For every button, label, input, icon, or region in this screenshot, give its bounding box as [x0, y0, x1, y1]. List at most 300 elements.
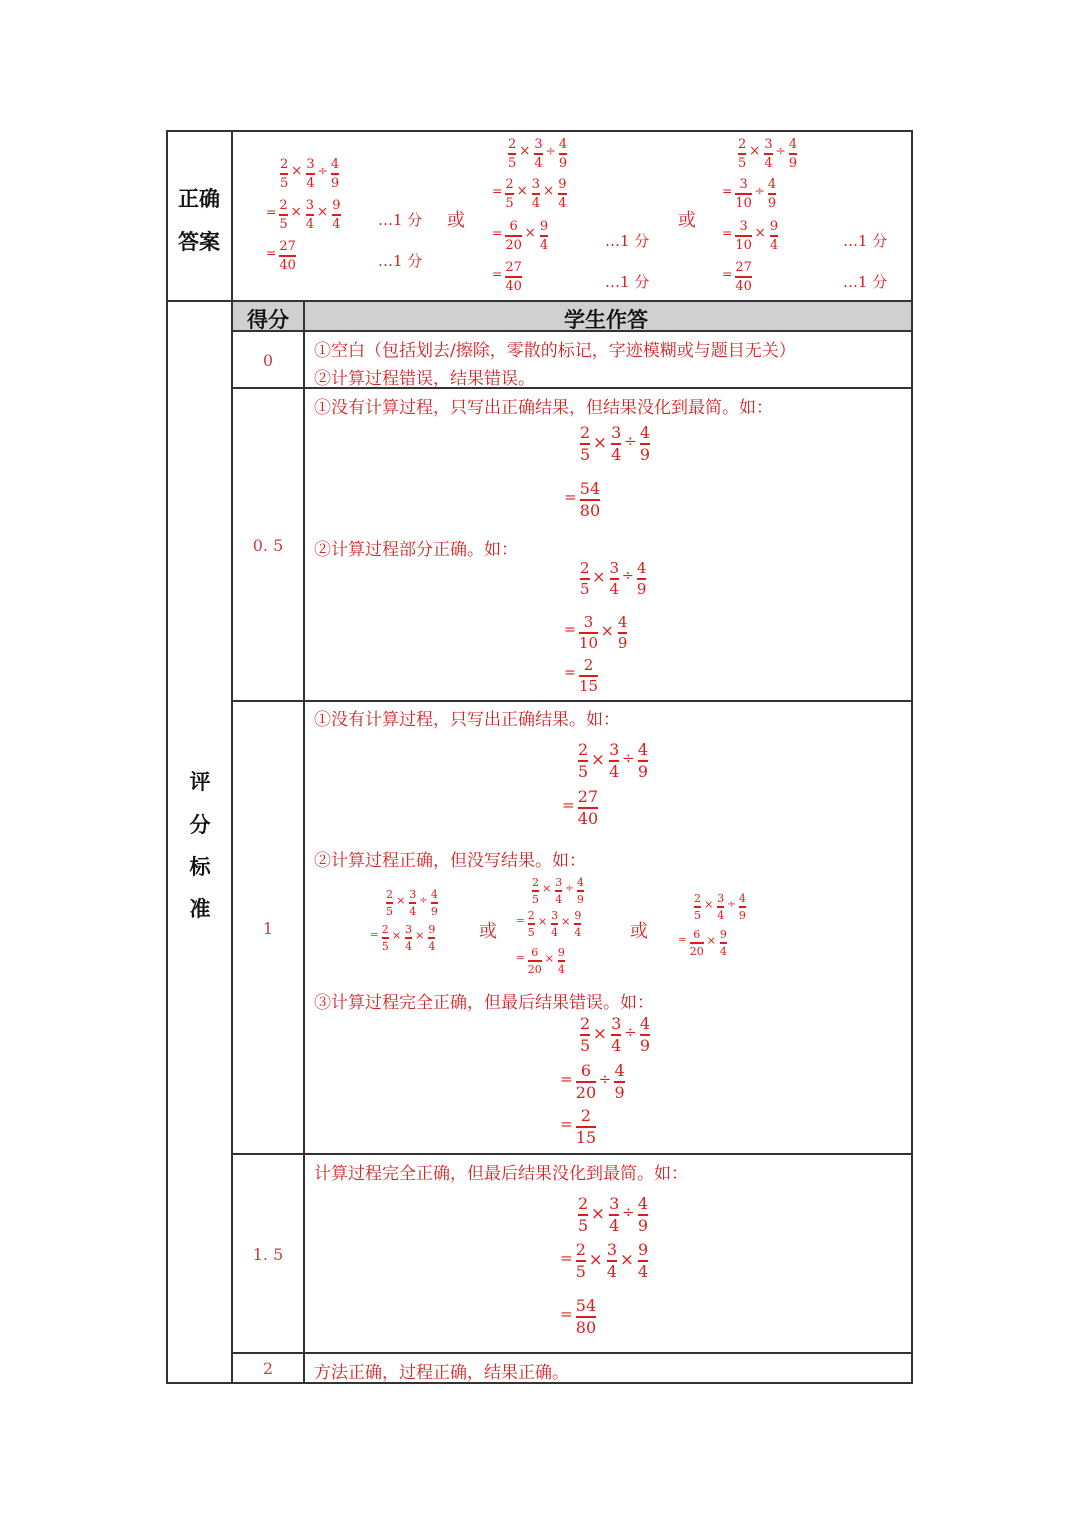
fraction-54-over-80	[580, 481, 600, 519]
denominator: 4	[609, 761, 620, 781]
numerator: 9	[557, 946, 565, 959]
denominator: 9	[639, 444, 651, 464]
numerator: 3	[717, 892, 725, 905]
fraction-9-over-4	[638, 1242, 648, 1280]
equals-sign: =	[722, 184, 733, 199]
fraction-4-over-9	[640, 425, 650, 463]
denominator: 40	[279, 257, 296, 273]
fraction-bar	[386, 902, 393, 904]
criteria-label-char-2: 分	[189, 813, 211, 837]
numerator: 27	[505, 260, 522, 275]
divide-sign: ÷	[624, 431, 637, 450]
fraction-bar	[764, 153, 772, 155]
numerator: 3	[609, 559, 620, 577]
fraction-6-over-20	[576, 1063, 596, 1101]
numerator: 3	[606, 1240, 618, 1259]
times-sign: ×	[592, 431, 607, 452]
numerator: 3	[583, 613, 594, 631]
divide-sign: ÷	[565, 882, 574, 895]
fraction-3-over-4	[405, 924, 412, 952]
numerator: 9	[638, 1240, 649, 1259]
score-0: 0	[262, 351, 274, 370]
table-border-left	[166, 130, 168, 1384]
fraction-bar	[577, 890, 584, 892]
equals-sign: =	[492, 226, 503, 241]
numerator: 3	[609, 1194, 620, 1213]
fraction-3-over-4	[551, 910, 558, 938]
denominator: 9	[639, 1035, 651, 1055]
denominator: 5	[381, 939, 389, 953]
times-sign: ×	[703, 897, 714, 912]
equals-sign: =	[678, 934, 687, 947]
denominator: 9	[637, 1215, 649, 1235]
times-sign: ×	[754, 225, 766, 242]
fraction-54-over-80	[576, 1298, 596, 1336]
numerator: 4	[637, 740, 649, 759]
or-label-answer-1: 或	[447, 210, 465, 231]
numerator: 4	[639, 1014, 651, 1033]
fraction-2-over-5	[280, 158, 288, 190]
numerator: 4	[617, 613, 628, 631]
numerator: 3	[739, 177, 748, 192]
divide-sign: ÷	[754, 184, 765, 199]
denominator: 20	[527, 962, 542, 976]
point-a3-step3: …1 分	[843, 232, 888, 250]
fraction-9-over-4	[558, 178, 566, 210]
numerator: 4	[614, 1061, 625, 1080]
denominator: 5	[575, 1261, 586, 1281]
times-sign: ×	[414, 928, 425, 943]
or-label-answer-2: 或	[678, 210, 696, 231]
numerator: 3	[555, 876, 563, 889]
times-sign: ×	[291, 163, 303, 180]
times-sign: ×	[749, 143, 761, 160]
fraction-3-over-4	[610, 561, 620, 597]
numerator: 2	[508, 137, 517, 152]
numerator: 4	[738, 892, 746, 905]
fraction-4-over-9	[638, 1196, 648, 1234]
times-sign: ×	[600, 621, 614, 641]
fraction-3-over-4	[611, 1016, 621, 1054]
times-sign: ×	[592, 567, 606, 587]
fraction-bar	[528, 923, 535, 925]
numerator: 4	[430, 888, 438, 901]
criterion-2-correct: 方法正确，过程正确，结果正确。	[314, 1363, 569, 1383]
fraction-4-over-9	[637, 561, 647, 597]
fraction-6-over-20	[505, 220, 522, 252]
fraction-bar	[720, 942, 727, 944]
fraction-bar	[534, 153, 542, 155]
denominator: 9	[788, 155, 798, 171]
fraction-3-over-4	[306, 199, 314, 231]
fraction-bar	[428, 937, 435, 939]
fraction-bar	[540, 235, 548, 237]
denominator: 4	[551, 925, 559, 939]
numerator: 2	[386, 888, 393, 901]
score-1-5: 1. 5	[252, 1245, 284, 1264]
times-sign: ×	[619, 1248, 634, 1269]
times-sign: ×	[590, 748, 605, 769]
fraction-2-over-15	[579, 658, 598, 694]
fraction-3-over-4	[409, 889, 416, 917]
score-0-5: 0. 5	[252, 536, 284, 555]
denominator: 9	[637, 761, 649, 781]
point-a3-result: …1 分	[843, 273, 888, 291]
row-divider-1	[231, 1153, 913, 1155]
denominator: 20	[505, 237, 522, 253]
fraction-27-over-40	[279, 240, 296, 272]
numerator: 27	[735, 260, 752, 275]
times-sign: ×	[542, 183, 555, 200]
fraction-2-over-5	[279, 199, 287, 231]
numerator: 2	[279, 198, 288, 213]
denominator: 4	[769, 237, 779, 253]
fraction-2-over-5	[532, 877, 539, 905]
criteria-label-char-1: 评	[189, 770, 211, 794]
fraction-9-over-4	[332, 199, 340, 231]
numerator: 3	[611, 1014, 622, 1033]
times-sign: ×	[516, 183, 528, 200]
row-divider-15	[231, 1352, 913, 1354]
times-sign: ×	[391, 928, 402, 943]
numerator: 2	[527, 909, 535, 922]
denominator: 4	[609, 1215, 620, 1235]
denominator: 5	[505, 195, 514, 211]
divide-sign: ÷	[622, 748, 635, 767]
numerator: 4	[636, 559, 647, 577]
denominator: 4	[717, 908, 725, 922]
numerator: 9	[558, 177, 567, 192]
fraction-bar	[739, 906, 746, 908]
fraction-3-over-10	[579, 615, 598, 651]
numerator: 2	[505, 177, 514, 192]
numerator: 3	[405, 923, 413, 936]
fraction-bar	[690, 942, 704, 944]
denominator: 40	[577, 808, 599, 828]
fraction-2-over-5	[580, 425, 590, 463]
numerator: 9	[428, 923, 436, 936]
equals-sign: =	[266, 246, 277, 261]
fraction-bar	[505, 193, 513, 195]
equals-sign: =	[564, 622, 576, 639]
fraction-2-over-5	[508, 138, 516, 170]
fraction-9-over-4	[574, 910, 581, 938]
fraction-3-over-4	[534, 138, 542, 170]
numerator: 3	[534, 137, 543, 152]
numerator: 9	[539, 219, 549, 234]
numerator: 2	[578, 740, 589, 759]
fraction-2-over-5	[505, 178, 513, 210]
equals-sign: =	[560, 1248, 573, 1267]
numerator: 54	[579, 479, 601, 498]
fraction-9-over-4	[540, 220, 548, 252]
numerator: 54	[575, 1296, 597, 1315]
denominator: 4	[405, 939, 413, 953]
fraction-bar	[574, 923, 581, 925]
denominator: 9	[738, 908, 746, 922]
denominator: 5	[580, 1035, 591, 1055]
denominator: 9	[330, 175, 340, 191]
denominator: 5	[386, 904, 393, 918]
header-student-answer: 学生作答	[564, 308, 648, 332]
criterion-0-blank: ①空白（包括划去/擦除，零散的标记，字迹模糊或与题目无关）	[314, 341, 796, 361]
times-sign: ×	[395, 893, 406, 908]
fraction-3-over-4	[764, 138, 772, 170]
denominator: 5	[279, 216, 288, 232]
denominator: 5	[578, 1215, 589, 1235]
numerator: 9	[332, 198, 341, 213]
numerator: 4	[637, 1194, 649, 1213]
point-a2-result: …1 分	[605, 273, 650, 291]
denominator: 4	[719, 944, 727, 958]
fraction-bar	[306, 173, 314, 175]
equals-sign: =	[492, 184, 503, 199]
fraction-2-over-5	[576, 1242, 586, 1280]
divide-sign: ÷	[727, 898, 736, 911]
numerator: 3	[611, 423, 622, 442]
times-sign: ×	[592, 1022, 607, 1043]
denominator: 9	[576, 892, 584, 906]
denominator: 10	[735, 237, 752, 253]
table-border-top	[166, 130, 913, 132]
fraction-3-over-4	[611, 425, 621, 463]
divide-sign: ÷	[317, 164, 328, 179]
fraction-4-over-9	[577, 877, 584, 905]
fraction-2-over-5	[578, 742, 588, 780]
fraction-bar	[717, 906, 724, 908]
times-sign: ×	[290, 204, 302, 221]
fraction-bar	[555, 890, 562, 892]
fraction-bar	[528, 960, 542, 962]
denominator: 80	[579, 500, 601, 520]
fraction-3-over-10	[735, 220, 752, 252]
fraction-3-over-4	[607, 1242, 617, 1280]
divide-sign: ÷	[621, 568, 634, 585]
denominator: 4	[306, 175, 315, 191]
fraction-bar	[738, 153, 746, 155]
denominator: 15	[575, 1127, 597, 1147]
criterion-05-partial: ②计算过程部分正确。如：	[314, 540, 518, 560]
divide-sign: ÷	[622, 1202, 635, 1221]
numerator: 3	[609, 740, 620, 759]
numerator: 9	[574, 909, 582, 922]
numerator: 3	[551, 909, 559, 922]
equals-sign: =	[492, 267, 503, 282]
numerator: 6	[531, 946, 539, 959]
denominator: 9	[614, 1082, 625, 1102]
denominator: 40	[505, 278, 522, 294]
times-sign: ×	[316, 204, 329, 221]
fraction-9-over-4	[770, 220, 778, 252]
fraction-4-over-9	[739, 893, 746, 921]
numerator: 3	[409, 888, 417, 901]
denominator: 4	[409, 904, 417, 918]
fraction-2-over-5	[382, 924, 389, 952]
fraction-6-over-20	[690, 929, 704, 957]
equals-sign: =	[562, 795, 575, 814]
criteria-label-char-3: 标	[189, 855, 211, 879]
numerator: 9	[719, 928, 727, 941]
fraction-bar	[532, 890, 539, 892]
numerator: 2	[580, 1014, 591, 1033]
denominator: 80	[575, 1317, 597, 1337]
fraction-2-over-5	[580, 561, 590, 597]
fraction-3-over-10	[735, 178, 752, 210]
denominator: 4	[638, 1261, 649, 1281]
fraction-2-over-15	[576, 1108, 596, 1146]
numerator: 3	[306, 157, 315, 172]
criterion-0-wrong: ②计算过程错误，结果错误。	[314, 369, 535, 389]
fraction-4-over-9	[431, 889, 438, 917]
denominator: 15	[579, 676, 599, 695]
fraction-3-over-4	[609, 1196, 619, 1234]
fraction-9-over-4	[428, 924, 435, 952]
fraction-bar	[770, 235, 778, 237]
fraction-bar	[431, 902, 438, 904]
row-divider-05	[231, 700, 913, 702]
numerator: 3	[764, 137, 773, 152]
fraction-3-over-4	[609, 742, 619, 780]
denominator: 4	[606, 1261, 618, 1281]
fraction-2-over-5	[694, 893, 701, 921]
point-a1-result: …1 分	[378, 252, 423, 270]
denominator: 5	[580, 579, 590, 598]
denominator: 5	[532, 892, 539, 906]
fraction-2-over-5	[580, 1016, 590, 1054]
denominator: 10	[735, 195, 752, 211]
denominator: 4	[557, 962, 565, 976]
fraction-9-over-4	[720, 929, 727, 957]
denominator: 4	[555, 892, 563, 906]
denominator: 5	[580, 444, 591, 464]
score-column-divider	[303, 302, 305, 1384]
fraction-2-over-5	[738, 138, 746, 170]
fraction-3-over-4	[717, 893, 724, 921]
or-label-example-1: 或	[479, 921, 497, 942]
denominator: 5	[738, 155, 747, 171]
equals-sign: =	[560, 1304, 573, 1323]
equals-sign: =	[564, 665, 576, 682]
fraction-3-over-4	[532, 178, 540, 210]
denominator: 9	[430, 904, 438, 918]
denominator: 4	[305, 216, 315, 232]
or-label-example-2: 或	[630, 921, 648, 942]
numerator: 6	[509, 219, 518, 234]
fraction-bar	[558, 193, 566, 195]
fraction-bar	[559, 153, 567, 155]
criterion-1-wrong-result: ③计算过程完全正确，但最后结果错误。如：	[314, 993, 654, 1013]
fraction-4-over-9	[614, 1063, 624, 1101]
fraction-bar	[735, 276, 752, 278]
score-2: 2	[262, 1359, 274, 1378]
denominator: 10	[579, 633, 599, 652]
equals-sign: =	[516, 915, 525, 928]
numerator: 2	[580, 559, 590, 577]
equals-sign: =	[560, 1114, 573, 1133]
fraction-bar	[789, 153, 797, 155]
fraction-bar	[558, 960, 565, 962]
denominator: 4	[764, 155, 773, 171]
fraction-bar	[551, 923, 558, 925]
denominator: 4	[428, 939, 436, 953]
times-sign: ×	[524, 225, 536, 242]
denominator: 5	[694, 908, 701, 922]
denominator: 5	[508, 155, 517, 171]
equals-sign: =	[516, 952, 525, 965]
fraction-bar	[382, 937, 389, 939]
numerator: 4	[639, 423, 651, 442]
denominator: 4	[332, 216, 341, 232]
fraction-bar	[505, 276, 522, 278]
fraction-bar	[532, 193, 540, 195]
fraction-bar	[505, 235, 522, 237]
times-sign: ×	[588, 1248, 603, 1269]
numerator: 3	[739, 219, 748, 234]
fraction-2-over-5	[386, 889, 393, 917]
numerator: 2	[532, 876, 539, 889]
numerator: 2	[578, 1194, 589, 1213]
divide-sign: ÷	[598, 1069, 612, 1088]
fraction-bar	[694, 906, 701, 908]
fraction-3-over-4	[555, 877, 562, 905]
denominator: 4	[609, 579, 620, 598]
fraction-bar	[279, 255, 296, 257]
divide-sign: ÷	[419, 894, 428, 907]
fraction-bar	[735, 235, 752, 237]
numerator: 2	[583, 656, 594, 674]
numerator: 4	[576, 876, 584, 889]
denominator: 4	[611, 1035, 622, 1055]
fraction-4-over-9	[618, 615, 628, 651]
numerator: 27	[279, 239, 296, 254]
numerator: 4	[330, 157, 340, 172]
times-sign: ×	[544, 951, 555, 966]
fraction-bar	[409, 902, 416, 904]
criterion-15-not-simplified: 计算过程完全正确，但最后结果没化到最简。如：	[314, 1164, 688, 1184]
times-sign: ×	[541, 881, 552, 896]
denominator: 20	[575, 1082, 597, 1102]
fraction-27-over-40	[735, 261, 752, 293]
fraction-4-over-9	[331, 158, 339, 190]
numerator: 4	[788, 137, 798, 152]
numerator: 2	[381, 923, 389, 936]
numerator: 4	[558, 137, 568, 152]
denominator: 4	[611, 444, 622, 464]
fraction-4-over-9	[640, 1016, 650, 1054]
divide-sign: ÷	[545, 144, 556, 159]
fraction-27-over-40	[505, 261, 522, 293]
fraction-bar	[735, 193, 752, 195]
denominator: 9	[767, 195, 777, 211]
denominator: 9	[636, 579, 647, 598]
score-1: 1	[262, 919, 274, 938]
numerator: 2	[580, 423, 591, 442]
numerator: 2	[575, 1240, 586, 1259]
numerator: 3	[531, 177, 541, 192]
equals-sign: =	[560, 1069, 573, 1088]
numerator: 6	[580, 1061, 592, 1080]
times-sign: ×	[706, 933, 717, 948]
denominator: 4	[534, 155, 543, 171]
fraction-4-over-9	[559, 138, 567, 170]
numerator: 2	[580, 1106, 592, 1125]
numerator: 9	[769, 219, 779, 234]
numerator: 2	[694, 892, 701, 905]
denominator: 9	[558, 155, 568, 171]
fraction-3-over-4	[306, 158, 314, 190]
equals-sign: =	[266, 205, 277, 220]
point-a1-step2: …1 分	[378, 211, 423, 229]
